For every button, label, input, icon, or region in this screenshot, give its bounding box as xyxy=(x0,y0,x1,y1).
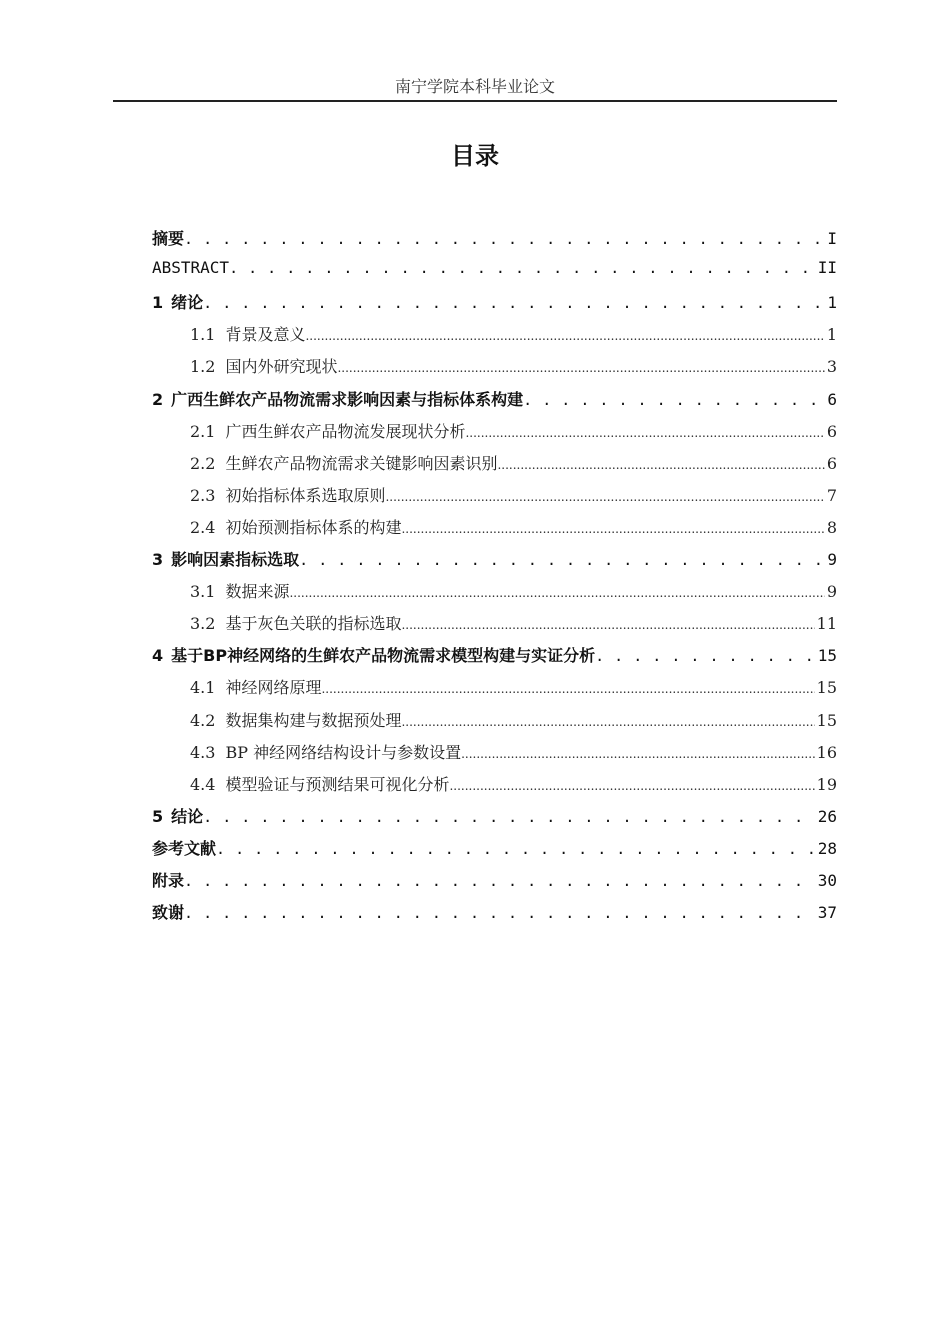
toc-entry-number: 4.3 xyxy=(190,742,216,762)
toc-entry-number: 4 xyxy=(152,646,164,666)
toc-entry-label xyxy=(190,515,401,538)
toc-entry-title: 影响因素指标选取 xyxy=(171,550,300,569)
toc-entry-label xyxy=(152,643,595,666)
toc-entry[interactable] xyxy=(190,772,837,800)
toc-entry-title: 附录 xyxy=(152,871,185,890)
dot-leader xyxy=(216,840,816,858)
toc-entry[interactable] xyxy=(190,579,837,607)
toc-entry-title: 数据来源 xyxy=(225,582,290,602)
toc-entry-label xyxy=(190,675,321,698)
dot-leader xyxy=(321,682,814,696)
toc-entry-label xyxy=(190,451,497,474)
toc-entry[interactable] xyxy=(152,804,837,832)
toc-entry[interactable] xyxy=(190,740,837,768)
toc-entry-number: 2.3 xyxy=(190,485,216,505)
toc-entry-label xyxy=(152,804,203,827)
toc-entry-page: 6 xyxy=(827,389,837,409)
toc-entry[interactable] xyxy=(190,483,837,511)
toc-entry[interactable] xyxy=(152,900,837,928)
toc-entry-page: 6 xyxy=(826,453,837,473)
toc-entry-label xyxy=(152,290,203,313)
toc-entry[interactable] xyxy=(190,354,837,382)
dot-leader xyxy=(401,618,814,632)
toc-entry[interactable] xyxy=(152,547,837,575)
toc-entry-title: 背景及意义 xyxy=(225,325,306,345)
toc-entry[interactable] xyxy=(190,515,837,543)
toc-entry-label xyxy=(190,740,461,763)
toc-entry[interactable] xyxy=(190,451,837,479)
dot-leader xyxy=(497,458,824,472)
toc-entry-label xyxy=(190,483,385,506)
dot-leader xyxy=(401,522,824,536)
toc-entry-page: 26 xyxy=(817,806,837,826)
toc-entry-title: 模型验证与预测结果可视化分析 xyxy=(225,774,450,794)
toc-entry[interactable] xyxy=(152,643,837,671)
toc-entry-label xyxy=(190,419,465,442)
toc-entry[interactable] xyxy=(190,708,837,736)
toc-entry-number: 1.1 xyxy=(190,325,216,345)
toc-entry[interactable] xyxy=(190,675,837,703)
toc-entry-page: 15 xyxy=(816,710,837,730)
dot-leader xyxy=(203,294,825,312)
dot-leader xyxy=(203,808,816,826)
toc-entry-number: 5 xyxy=(152,806,164,826)
dot-leader xyxy=(299,551,825,569)
toc-title: 目录 xyxy=(451,142,499,170)
toc-entry-number: 2.4 xyxy=(190,517,216,537)
toc-entry-page: 19 xyxy=(816,774,837,794)
toc-entry-title: 初始指标体系选取原则 xyxy=(225,485,386,505)
toc-entry-title: 绪论 xyxy=(171,293,204,313)
toc-entry-page: 1 xyxy=(827,293,837,313)
toc-entry-title: 广西生鲜农产品物流发展现状分析 xyxy=(225,421,466,441)
toc-entry-page: 28 xyxy=(817,838,837,858)
toc-entry[interactable] xyxy=(152,868,837,896)
toc-entry-label xyxy=(152,258,229,277)
toc-entry-label xyxy=(152,836,216,859)
toc-entry-number: 2.2 xyxy=(190,453,216,473)
toc-entry[interactable] xyxy=(152,836,837,864)
toc-entry-label xyxy=(152,868,184,891)
toc-entry-label xyxy=(152,547,299,570)
toc-entry[interactable] xyxy=(190,419,837,447)
toc-entry-title: 广西生鲜农产品物流需求影响因素与指标体系构建 xyxy=(171,389,524,409)
toc-entry-page: 3 xyxy=(826,357,837,377)
toc-entry-number: 3 xyxy=(152,550,164,569)
dot-leader xyxy=(184,230,825,248)
toc-entry-title: 数据集构建与数据预处理 xyxy=(225,710,402,730)
dot-leader xyxy=(184,904,816,922)
toc-entry-page: 15 xyxy=(816,678,837,698)
toc-entry-number: 2.1 xyxy=(190,421,216,441)
toc-entry-page: 11 xyxy=(816,614,837,634)
toc-entry-page: 16 xyxy=(816,742,837,762)
toc-entry-title: 国内外研究现状 xyxy=(225,357,338,377)
toc-entry-label xyxy=(190,322,305,345)
running-header: 南宁学院本科毕业论文 xyxy=(394,77,555,96)
toc-entry-title: 结论 xyxy=(171,806,204,826)
dot-leader xyxy=(385,490,824,504)
toc-entry-title: 初始预测指标体系的构建 xyxy=(225,517,402,537)
toc-entry[interactable] xyxy=(190,611,837,639)
toc-entry-page: 7 xyxy=(826,485,837,505)
toc-entry-page: 37 xyxy=(817,903,837,923)
dot-leader xyxy=(401,715,814,729)
toc-entry-number: 3.1 xyxy=(190,582,216,602)
toc-entry-page: 9 xyxy=(826,582,837,602)
dot-leader xyxy=(305,329,824,343)
dot-leader xyxy=(337,361,824,375)
toc-entry[interactable] xyxy=(190,322,837,350)
toc-entry-title: 基于灰色关联的指标选取 xyxy=(225,614,402,634)
toc-entry[interactable] xyxy=(152,258,837,286)
toc-entry-label xyxy=(190,772,449,795)
dot-leader xyxy=(523,391,825,409)
header-rule xyxy=(113,100,837,102)
toc-entry-title: 神经网络原理 xyxy=(225,678,322,698)
toc-entry-title: BP 神经网络结构设计与参数设置 xyxy=(225,742,462,762)
dot-leader xyxy=(289,586,824,600)
toc-entry-number: 4.2 xyxy=(190,710,216,730)
toc-entry-page: 1 xyxy=(826,325,837,345)
toc-entry-label xyxy=(190,579,289,602)
dot-leader xyxy=(184,872,816,890)
toc-entry-page: II xyxy=(817,258,837,278)
toc-entry-page: 6 xyxy=(826,421,837,441)
dot-leader xyxy=(461,747,815,761)
toc-entry-page: 30 xyxy=(817,871,837,890)
toc-entry-title: 摘要 xyxy=(152,229,185,248)
toc-entry-number: 4.4 xyxy=(190,774,216,794)
dot-leader xyxy=(465,426,824,440)
toc-entry-title: ABSTRACT xyxy=(152,258,230,278)
toc-entry-title: 致谢 xyxy=(152,903,185,923)
toc-entry-label xyxy=(152,226,184,249)
toc-entry-number: 4.1 xyxy=(190,678,216,698)
toc-entry-label xyxy=(190,611,401,634)
toc-entry-title: 参考文献 xyxy=(152,838,217,858)
toc-entry-page: 15 xyxy=(817,646,837,666)
dot-leader xyxy=(229,259,816,277)
toc-entry-label xyxy=(152,387,523,410)
toc-entry-page: 8 xyxy=(826,517,837,537)
toc-entry-number: 2 xyxy=(152,389,164,409)
toc-entry-label xyxy=(152,900,184,923)
toc-entry-page: I xyxy=(827,229,837,248)
toc-entry-number: 1 xyxy=(152,293,164,313)
toc-entry-page: 9 xyxy=(827,550,837,569)
toc-entry-number: 1.2 xyxy=(190,357,216,377)
toc-entry-label xyxy=(190,708,401,731)
dot-leader xyxy=(595,647,816,665)
toc-entry[interactable] xyxy=(152,290,837,318)
toc-entry-number: 3.2 xyxy=(190,614,216,634)
toc-entry-title: 基于BP神经网络的生鲜农产品物流需求模型构建与实证分析 xyxy=(171,646,596,666)
toc-entry[interactable] xyxy=(152,387,837,415)
toc-entry-title: 生鲜农产品物流需求关键影响因素识别 xyxy=(225,453,498,473)
dot-leader xyxy=(449,779,814,793)
toc-entry[interactable] xyxy=(152,226,837,254)
toc-entry-label xyxy=(190,354,337,377)
